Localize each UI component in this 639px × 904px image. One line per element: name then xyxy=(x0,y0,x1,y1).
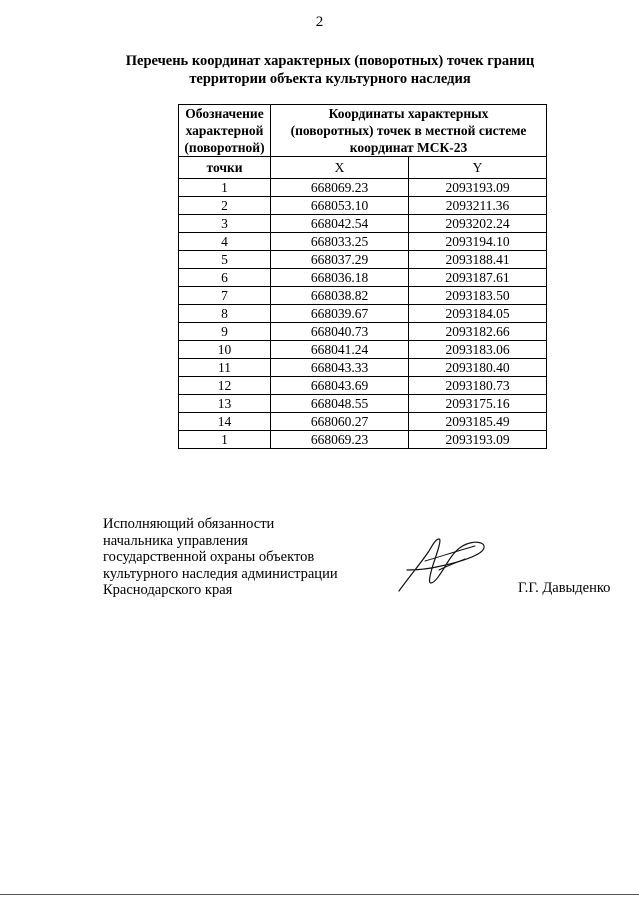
cell-point: 6 xyxy=(179,269,271,287)
bottom-divider xyxy=(0,894,639,895)
table-row xyxy=(179,251,547,269)
table-row xyxy=(179,359,547,377)
cell-x: 668043.69 xyxy=(271,377,409,395)
handwritten-signature xyxy=(395,533,490,595)
cell-y: 2093183.06 xyxy=(409,341,547,359)
cell-x: 668041.24 xyxy=(271,341,409,359)
signatory-position-line: Краснодарского края xyxy=(103,582,233,599)
table-row xyxy=(179,269,547,287)
cell-point: 5 xyxy=(179,251,271,269)
cell-y: 2093180.73 xyxy=(409,377,547,395)
table-row xyxy=(179,233,547,251)
header-x: X xyxy=(271,157,409,179)
document-title-line-2: территории объекта культурного наследия xyxy=(189,71,471,87)
table-row xyxy=(179,395,547,413)
cell-point: 7 xyxy=(179,287,271,305)
cell-y: 2093211.36 xyxy=(409,197,547,215)
cell-y: 2093182.66 xyxy=(409,323,547,341)
signer-name: Г.Г. Давыденко xyxy=(518,580,611,596)
table-row xyxy=(179,413,547,431)
cell-x: 668053.10 xyxy=(271,197,409,215)
cell-x: 668038.82 xyxy=(271,287,409,305)
cell-point: 9 xyxy=(179,323,271,341)
table-row xyxy=(179,341,547,359)
cell-point: 4 xyxy=(179,233,271,251)
cell-x: 668043.33 xyxy=(271,359,409,377)
cell-y: 2093202.24 xyxy=(409,215,547,233)
cell-point: 10 xyxy=(179,341,271,359)
cell-y: 2093193.09 xyxy=(409,431,547,449)
cell-point: 1 xyxy=(179,179,271,197)
table-row xyxy=(179,323,547,341)
cell-x: 668042.54 xyxy=(271,215,409,233)
cell-y: 2093194.10 xyxy=(409,233,547,251)
header-point-designation xyxy=(179,105,271,157)
cell-y: 2093184.05 xyxy=(409,305,547,323)
header-point-line-2: характерной xyxy=(185,123,264,138)
header-coordinates-group xyxy=(271,105,547,157)
signatory-position-line: начальника управления xyxy=(103,532,248,549)
cell-x: 668039.67 xyxy=(271,305,409,323)
signatory-position-line: Исполняющий обязанности xyxy=(103,516,275,532)
header-point-tail: точки xyxy=(179,157,271,179)
cell-point: 8 xyxy=(179,305,271,323)
cell-point: 2 xyxy=(179,197,271,215)
header-y: Y xyxy=(409,157,547,179)
header-coords-line-3: координат МСК-23 xyxy=(349,140,468,155)
table-row xyxy=(179,197,547,215)
cell-x: 668033.25 xyxy=(271,233,409,251)
signatory-position-line: государственной охраны объектов xyxy=(103,549,315,566)
header-coords-line-1: Координаты характерных xyxy=(328,106,489,121)
cell-point: 1 xyxy=(179,431,271,449)
cell-x: 668048.55 xyxy=(271,395,409,413)
table-row xyxy=(179,179,547,197)
cell-y: 2093188.41 xyxy=(409,251,547,269)
document-title-line-1: Перечень координат характерных (поворотных) точек границ xyxy=(125,53,535,69)
cell-point: 11 xyxy=(179,359,271,377)
cell-point: 12 xyxy=(179,377,271,395)
cell-y: 2093180.40 xyxy=(409,359,547,377)
table-row xyxy=(179,431,547,449)
table-row xyxy=(179,305,547,323)
cell-y: 2093175.16 xyxy=(409,395,547,413)
signatory-position xyxy=(103,516,338,599)
cell-y: 2093187.61 xyxy=(409,269,547,287)
table-row xyxy=(179,377,547,395)
header-point-line-1: Обозначение xyxy=(185,106,264,121)
cell-x: 668036.18 xyxy=(271,269,409,287)
page-number: 2 xyxy=(315,14,324,30)
cell-x: 668040.73 xyxy=(271,323,409,341)
header-coords-line-2: (поворотных) точек в местной системе xyxy=(290,123,527,138)
coordinates-table-body xyxy=(179,179,547,449)
cell-point: 3 xyxy=(179,215,271,233)
header-point-line-3: (поворотной) xyxy=(184,140,265,155)
cell-y: 2093193.09 xyxy=(409,179,547,197)
table-row xyxy=(179,215,547,233)
cell-point: 14 xyxy=(179,413,271,431)
cell-x: 668069.23 xyxy=(271,179,409,197)
cell-x: 668069.23 xyxy=(271,431,409,449)
table-row xyxy=(179,287,547,305)
cell-y: 2093185.49 xyxy=(409,413,547,431)
coordinates-table xyxy=(178,104,547,449)
cell-y: 2093183.50 xyxy=(409,287,547,305)
cell-point: 13 xyxy=(179,395,271,413)
document-title xyxy=(100,52,560,88)
cell-x: 668037.29 xyxy=(271,251,409,269)
cell-x: 668060.27 xyxy=(271,413,409,431)
signatory-position-line: культурного наследия администрации xyxy=(103,565,338,582)
